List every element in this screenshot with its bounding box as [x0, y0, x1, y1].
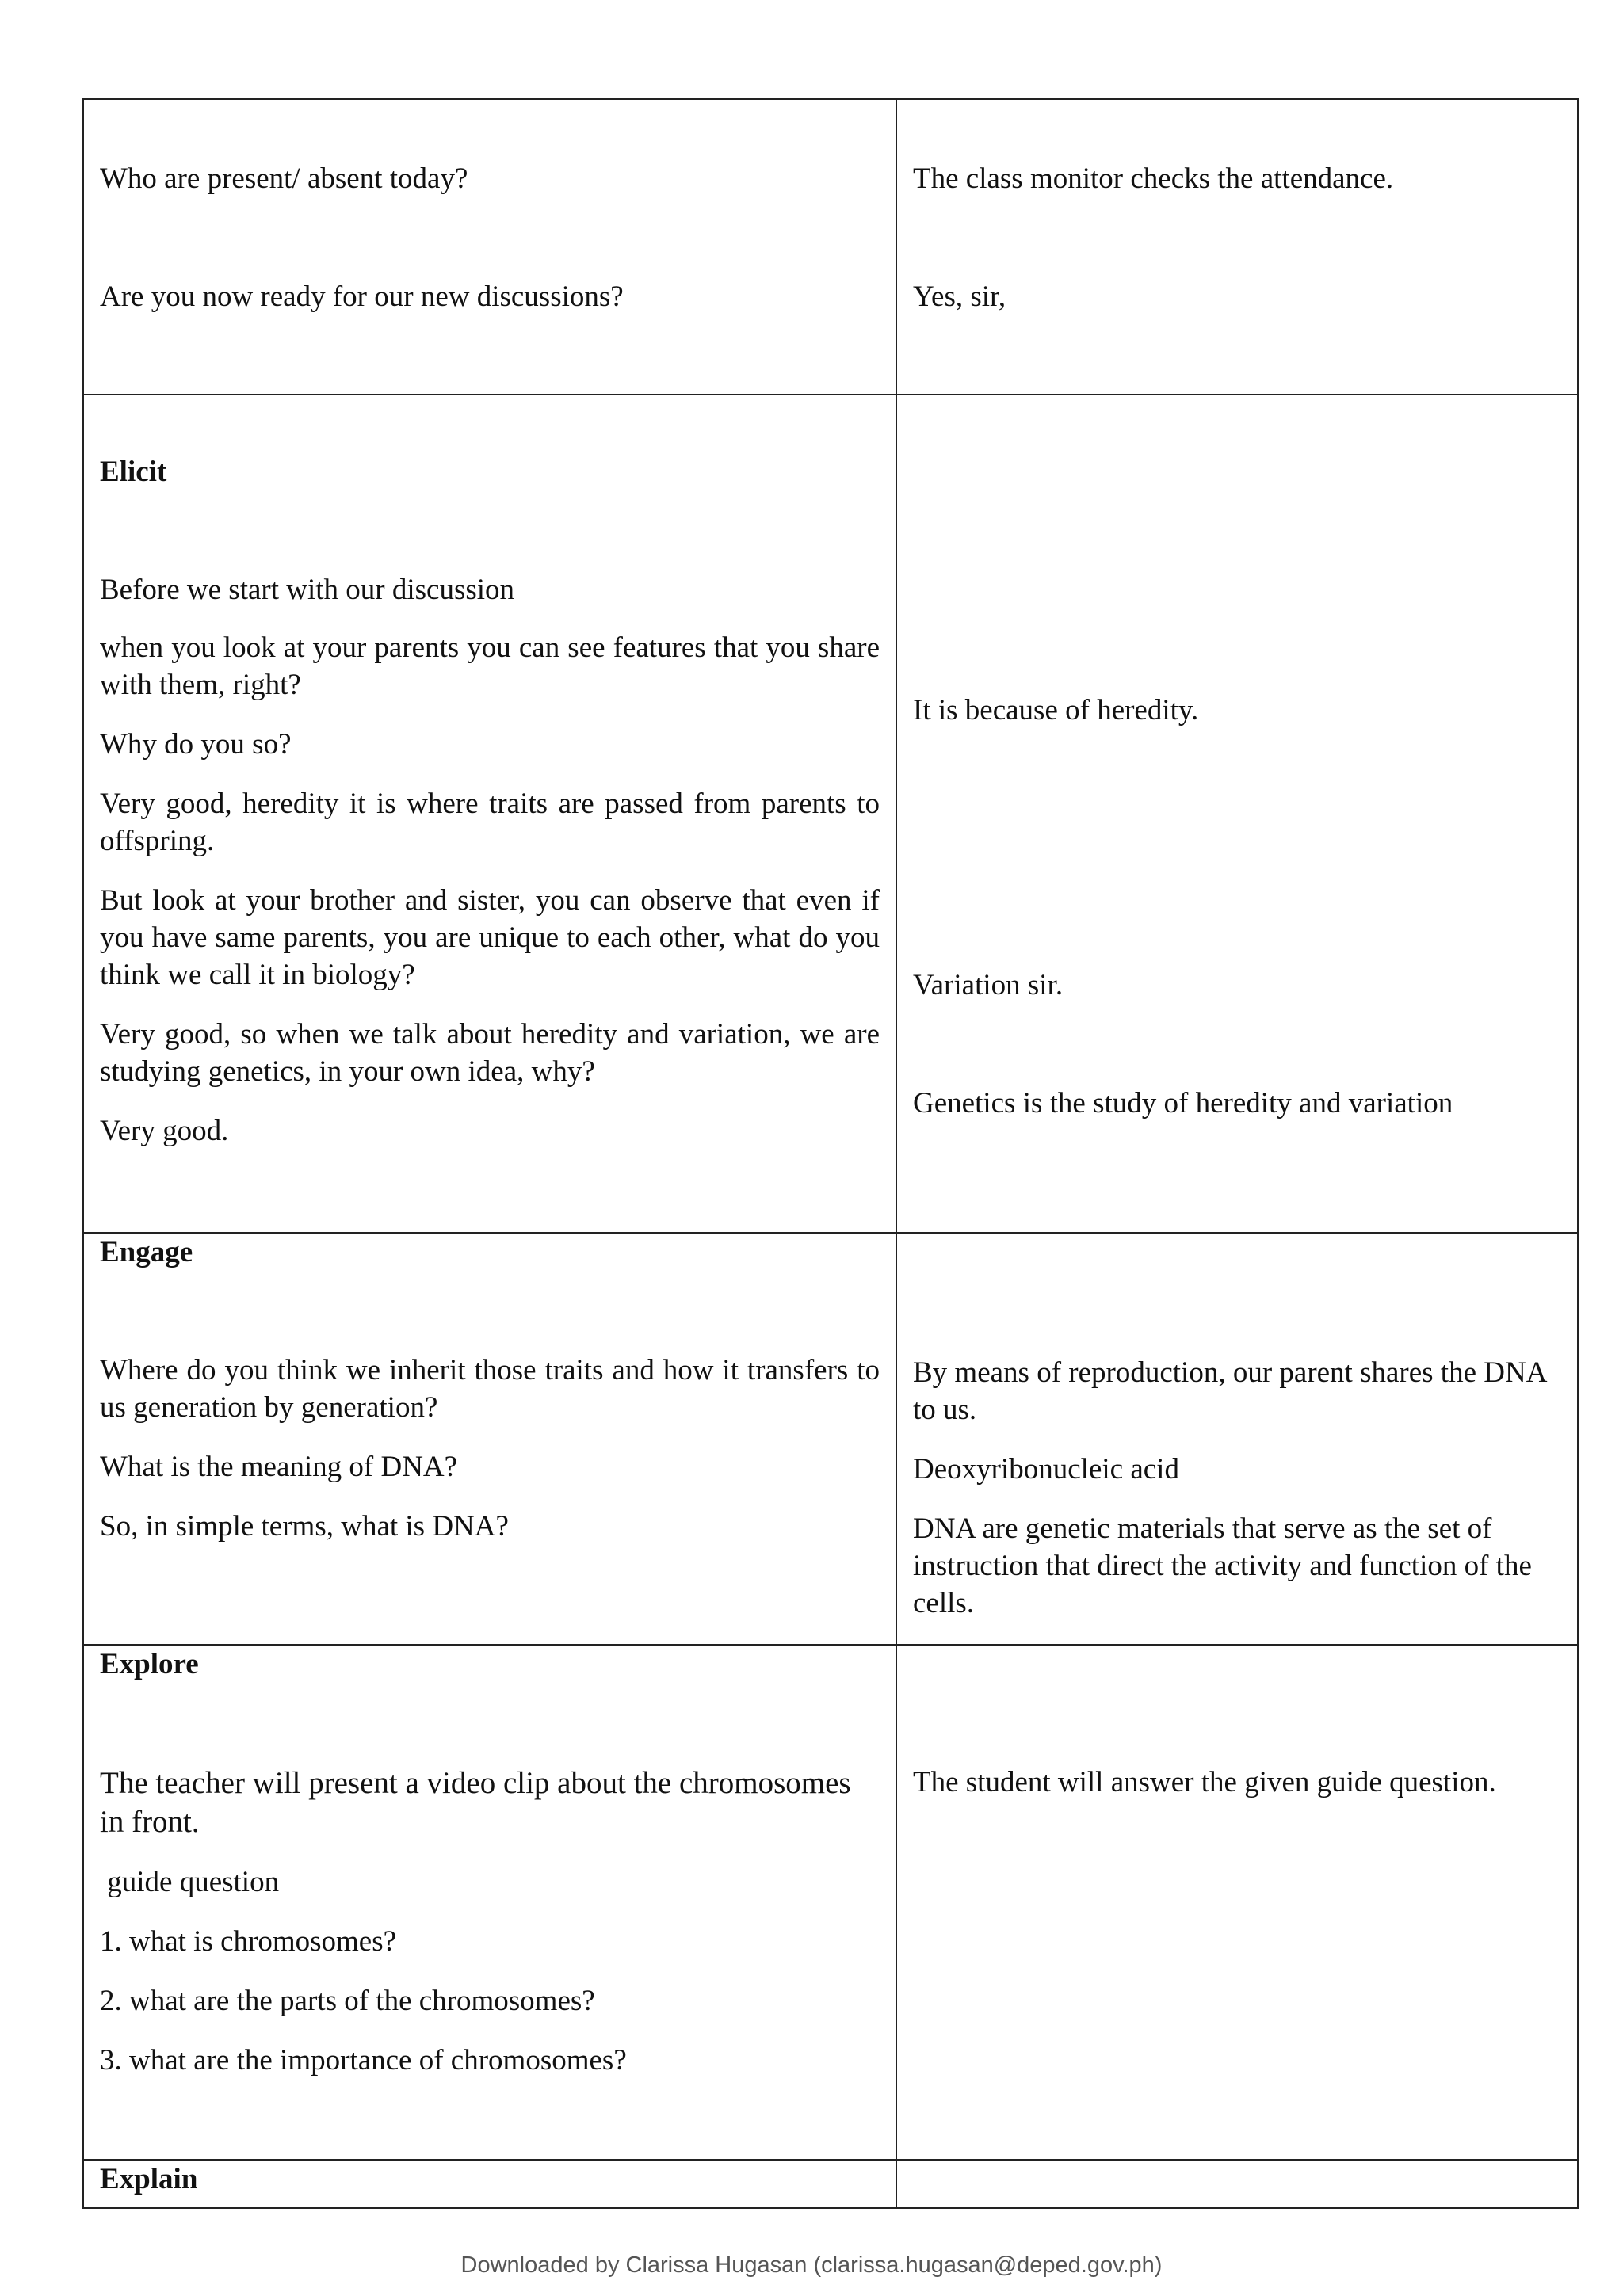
elicit-row [83, 395, 1578, 1233]
student-line: DNA are genetic materials that serve as the set of instruction that direct the activity and function of the cells. [913, 1512, 1532, 1619]
teacher-line: guide question [100, 1866, 280, 1898]
engage-student-cell [896, 1233, 1578, 1645]
download-footer: Downloaded by Clarissa Hugasan (clarissa.hugasan@deped.gov.ph) [460, 2252, 1163, 2278]
teacher-line: The teacher will present a video clip about the chromosomes in front. [100, 1766, 851, 1839]
teacher-line: Very good. [100, 1115, 229, 1147]
engage-heading: Engage [100, 1236, 193, 1268]
elicit-teacher-cell [83, 395, 896, 1233]
teacher-line: Why do you so? [100, 728, 292, 761]
teacher-line: So, in simple terms, what is DNA? [100, 1510, 509, 1543]
attendance-row [83, 99, 1578, 395]
teacher-line: when you look at your parents you can see features that you share with them, right? [100, 631, 880, 701]
student-line: Deoxyribonucleic acid [913, 1453, 1179, 1486]
student-line: It is because of heredity. [913, 694, 1199, 727]
student-line: The student will answer the given guide question. [913, 1766, 1496, 1798]
explore-heading: Explore [100, 1648, 199, 1680]
elicit-heading: Elicit [100, 456, 167, 488]
student-line: Variation sir. [913, 969, 1064, 1001]
explore-teacher-cell [83, 1645, 896, 2160]
elicit-student-cell [896, 395, 1578, 1233]
explain-row [83, 2160, 1578, 2208]
teacher-line: 2. what are the parts of the chromosomes? [100, 1985, 595, 2017]
explain-heading: Explain [100, 2163, 198, 2195]
student-line: Yes, sir, [913, 280, 1006, 313]
teacher-line: Who are present/ absent today? [100, 162, 468, 195]
explore-student-cell [896, 1645, 1578, 2160]
teacher-line: 3. what are the importance of chromosomes? [100, 2044, 627, 2077]
attendance-student-cell [896, 99, 1578, 395]
teacher-line: Very good, heredity it is where traits are passed from parents to offspring. [100, 788, 880, 857]
student-line: The class monitor checks the attendance. [913, 162, 1394, 195]
attendance-teacher-cell [83, 99, 896, 395]
explore-row [83, 1645, 1578, 2160]
teacher-line: But look at your brother and sister, you can observe that even if you have same parents, you are unique to each other, what do you think we call it in biology? [100, 884, 880, 991]
teacher-line: Very good, so when we talk about heredity and variation, we are studying genetics, in your own idea, why? [100, 1018, 880, 1088]
student-line: Genetics is the study of heredity and variation [913, 1087, 1453, 1119]
teacher-line: What is the meaning of DNA? [100, 1451, 458, 1483]
engage-row [83, 1233, 1578, 1645]
teacher-line: Where do you think we inherit those traits and how it transfers to us generation by generation? [100, 1354, 880, 1424]
explain-student-cell [896, 2160, 1578, 2208]
teacher-line: Before we start with our discussion [100, 574, 515, 606]
explain-teacher-cell [83, 2160, 896, 2208]
teacher-line: Are you now ready for our new discussions? [100, 280, 624, 313]
teacher-line: 1. what is chromosomes? [100, 1925, 397, 1958]
lesson-plan-table [82, 98, 1579, 2209]
student-line: By means of reproduction, our parent shares the DNA to us. [913, 1356, 1546, 1426]
engage-teacher-cell [83, 1233, 896, 1645]
